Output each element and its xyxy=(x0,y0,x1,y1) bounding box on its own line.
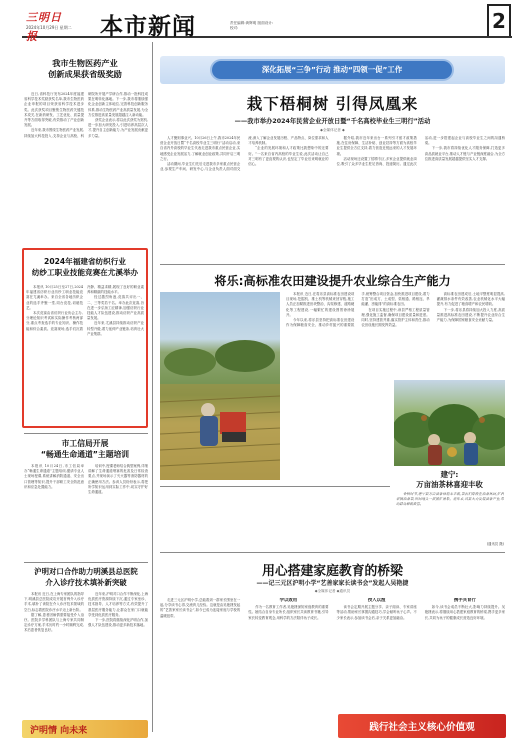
page-number: 2 xyxy=(492,9,506,33)
left-story3-body: 本报讯 10月24日,市工信局举办“畅通生命通道”主题培训,邀请专业人士现场授课,系统讲解消防通道、安全出口管理等知识,提升干部职工安全防范意识和应急处置能力。 培训中,授课老师结合典型案例,详细讲解了生命通道堵塞的危害及日常检查要点,并现场演示了灭火器等消防器材的正确使用方法。参训人员纷纷表示,将把所学知识运用到实际工作中,切实守护好生命通道。 xyxy=(24,464,148,495)
story2-title: 将乐:高标准农田建设提升农业综合生产能力 xyxy=(214,274,451,288)
masthead-bar xyxy=(22,4,512,43)
story3-subtitle: ——记三元区沪明小学“艺善家家长读书会”发起人吴艳捷 xyxy=(256,580,409,587)
footer-banner-text: 践行社会主义核心价值观 xyxy=(369,722,475,733)
story3-body: 走进三元区沪明小学,总能看到一群家长围坐在一起,分享读书心得,交流育儿经验。这就是由吴艳捷发起的“艺善家家长读书会”,如今已成为连接家庭与学校的温暖纽带。 学以致用 作为一名教育工作者,吴艳捷深知家庭教育的重要性。她结合自身专业所长,组织家长共读教育书籍,引导家长转变教育观念,用科学的方法陪伴孩子成长。 授人以渔 读书会定期开展主题分享、亲子阅读、专家讲座等活动,帮助家长掌握沟通技巧,学会倾听孩子心声。不少家长表示,参加读书会后,亲子关系更加融洽。 携手共育行 如今,读书会成员不断壮大,影响力持续提升。吴艳捷表示,将继续用心搭建家庭教育的桥梁,携手更多家长,共同为孩子的健康成长营造良好环境。 xyxy=(160,598,505,620)
bottom-left-banner xyxy=(22,720,148,738)
left-story1-title: 我市生物医药产业 创新成果获省级奖励 xyxy=(48,58,122,79)
sidebar-body: 金秋时节,建宁县万亩油茶林迎来丰收,果农们穿梭在油茶林间,忙着采摘油茶果,田间地头一派繁忙景象。近年来,该县大力发展油茶产业,带动群众增收致富。 xyxy=(396,492,504,507)
story3-subheading: 授人以渔 xyxy=(367,598,386,603)
footer-banner xyxy=(338,714,506,738)
bottom-left-banner-text: 沪明情 向未来 xyxy=(30,726,88,736)
divider xyxy=(160,486,390,487)
left-story4-body: 本报讯 近日,在上海专家团队的指导下,明溪县总医院成功开展首例介入诊疗手术,填补了该院在介入诊疗技术领域的空白,标志着医院诊疗水平迈上新台阶。 据了解,患者因病情需要接受介入治疗。医院多学科团队与上海专家共同制定诊疗方案,手术历时约一小时顺利完成,术后患者恢复良好。 近年来,沪明对口合作不断深化,上海优质医疗资源持续下沉,通过专家坐诊、技术指导、人才培养等方式,有效提升了基层医疗服务能力,让群众在家门口就能享受到优质医疗服务。 下一步,医院将继续深化沪明合作,加强人才队伍建设,推动更多新技术落地。 xyxy=(24,592,148,633)
editor-info xyxy=(230,21,273,31)
section-title: 本市新闻 xyxy=(100,13,196,40)
farm-photo-illustration xyxy=(160,292,280,480)
left-story3-title: 市工信局开展 “畅通生命通道”主题培训 xyxy=(40,439,130,459)
paper-name: 三明日报 xyxy=(26,11,62,43)
main-story-body: 人才聚则事业兴。10月26日上午,我市2024年民营企业开放日暨“千名高校毕业生三明行”活动启动,来自省内外高校的毕业生代表走进我市重点民营企业,实地感受企业发展活力,了解就业创业政策,共同开启三明之行。 活动期间,毕业生们先后走进我市多家重点民营企业,参观生产车间、研发中心,与企业负责人面对面交流,深入了解企业发展历程、产品特点、岗位需求和人才培养机制。 “企业的发展环境和人才政策比我想象中的还要好。”一名来自省内高校的毕业生说,此次活动让自己对三明有了更直观的认识,也坚定了毕业后来明就业的信心。 据介绍,我市近年来出台一系列引才留才政策措施,在住房保障、生活补贴、创业扶持等方面为高校毕业生提供全方位支持,着力营造近悦远来的人才发展环境。 活动现场还设置了招聘专区,多家企业提供就业岗位,吸引了众多毕业生驻足咨询、投递简历。通过此次活动,进一步搭建起企业与高校毕业生之间的沟通桥梁。 下一步,我市将持续优化人才服务保障,打造更多高品质就业平台,推动人才链与产业链深度融合,为全方位推进高质量发展超越提供坚实人才支撑。 xyxy=(160,136,505,172)
page-number-box xyxy=(487,4,511,36)
story2-body: 本报讯 近日,在将乐县高标准农田建设项目现场,挖掘机、推土机等机械来回穿梭,施工人员正加紧推进田块整治、沟渠修建、道路硬化等工程建设,一幅繁忙的建设图景徐徐展开。 今年以来,将乐县坚持把高标准农田建设作为保障粮食安全、推动乡村振兴的重要抓手,统筹整合项目资金,加快推进项目建设,着力打造“田成方、土成型、渠相通、路相连、旱能灌、涝能排”的高标准农田。 在项目实施过程中,该县严格工程质量管理,强化施工监督,确保项目建设质量和进度。同时,坚持建管并重,落实管护主体和责任,推动农田设施长期发挥效益。 高标准农田建成后,土地平整度明显提高,灌溉排水条件有效改善,农业机械化水平大幅提升,有力促进了粮食增产和农民增收。 下一步,将乐县将持续加大投入力度,高质量推进高标准农田建设,不断提升农业综合生产能力,为保障国家粮食安全贡献力量。 xyxy=(286,292,505,328)
main-story-subtitle: ——我市举办2024年民营企业开放日暨“千名高校毕业生三明行”活动 xyxy=(234,118,431,125)
oil-tea-illustration xyxy=(394,380,505,466)
left-story2-title: 2024年福建省纺织行业 纺纱工职业技能竞赛在尤溪举办 xyxy=(31,257,139,277)
main-story-title: 栽下梧桐树 引得凤凰来 xyxy=(246,95,419,113)
story3-subheading: 携手共育行 xyxy=(453,598,476,603)
story3-subheading: 学以致用 xyxy=(279,598,298,603)
story3-title: 用心搭建家庭教育的桥梁 xyxy=(262,564,403,579)
sidebar-photo-credit: (通讯员 摄) xyxy=(486,542,504,546)
sidebar-title: 建宁: 万亩油茶林喜迎丰收 xyxy=(416,470,483,489)
campaign-banner xyxy=(160,56,505,84)
editor-line: 责任编辑:黄辉明 版面设计: xyxy=(230,21,274,25)
left-story1-body: 近日,省科技厅发布2024年度福建省科学技术奖励获奖名单,我市生物医药企业申报的项目荣获省科学技术进步奖。此次获奖项目聚焦生物医药关键技术攻关,在新药研发、工艺优化、质量提升等方面取得突破,有效推动了产业创新发展。 近年来,我市围绕生物医药产业发展,持续加大科技投入,支持企业与高校、科研院所开展产学研合作,推动一批科技成果在明转化落地。下一步,我市将继续强化企业创新主体地位,完善科技创新服务体系,推动生物医药产业高质量发展,为全方位推进高质量发展超越注入新动能。 获奖企业表示,将以此次获奖为契机,进一步加大研发投入,引进培养高层次人才,提升自主创新能力,为产业发展贡献更多力量。 xyxy=(24,92,148,138)
divider xyxy=(24,433,148,434)
main-story-byline: ◆全媒体记者 ◆ xyxy=(320,128,345,132)
story3-byline: ◆全媒体记者 ◆通讯员 xyxy=(314,589,351,593)
date-line: 2024年10月29日 星期二 xyxy=(26,25,72,30)
editor-line: 校对: xyxy=(230,26,239,30)
divider xyxy=(24,562,148,563)
banner-text: 深化拓展“三争”行动 推动“四领一促”工作 xyxy=(261,65,403,74)
left-story4-title: 沪明对口合作助力明溪县总医院 介入诊疗技术填补新突破 xyxy=(34,567,138,587)
farm-photo xyxy=(160,292,280,480)
left-story2-body: 本报讯 10月25日至27日,2024年福建省纺织行业纺纱工职业技能竞赛在尤溪举办。来自全省各地纺织企业的选手齐聚一堂,同台竞技,切磋技艺。 本次竞赛由省纺织行业协会主办,分理论知识考试和实际操作考核两部分,重点考查选手的专业知识、操作技能和综合素质。竞赛现场,选手们沉着冷静、精益求精,展现了良好的职业素养和精湛的技能水平。 经过激烈角逐,竞赛共评出一、二、三等奖若干名。举办此次竞赛,旨在进一步弘扬工匠精神,加强纺织行业技能人才队伍建设,推动纺织产业高质量发展。 近年来,尤溪县持续推动纺织产业转型升级,着力延伸产业链条,培育壮大产业集群。 xyxy=(26,285,144,336)
oil-tea-photo xyxy=(394,380,505,466)
divider xyxy=(160,552,505,553)
column-divider xyxy=(152,42,153,732)
divider xyxy=(160,264,505,265)
